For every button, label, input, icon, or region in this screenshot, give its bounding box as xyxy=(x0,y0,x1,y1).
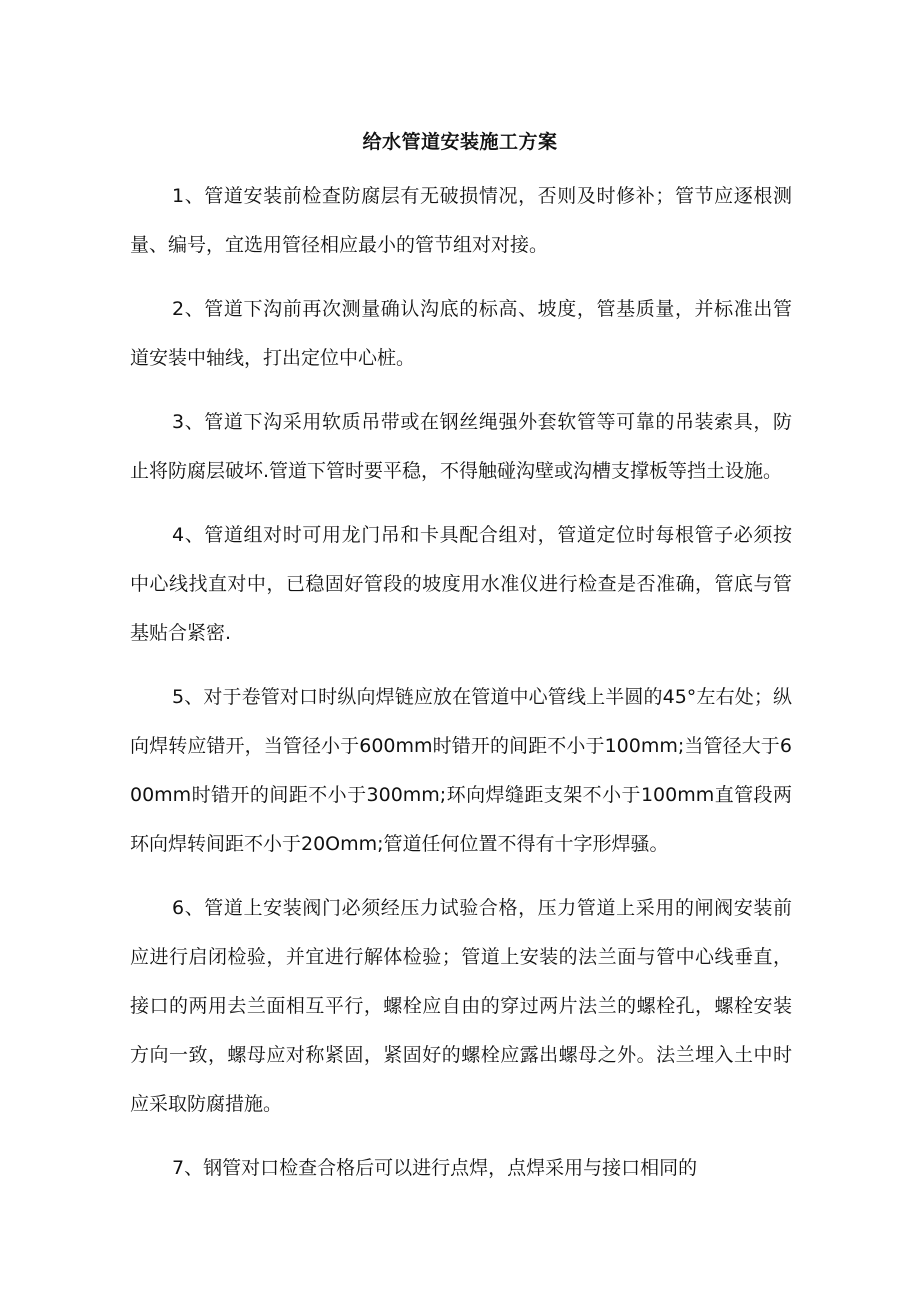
paragraph-5: 5、对于卷管对口时纵向焊链应放在管道中心管线上半圆的45°左右处；纵向焊转应错开，当管径小于600mm时错开的间距不小于100mm;当管径大于600mm时错开的间距不小于300mm;环向焊缝距支架不小于100mm直管段两环向焊转间距不小于20Omm;管道任何位置不得有十字形焊骚。 xyxy=(130,686,792,855)
paragraph-2: 2、管道下沟前再次测量确认沟底的标高、坡度，管基质量，并标准出管道安装中轴线，打出定位中心桩。 xyxy=(130,298,792,369)
paragraph-7: 7、钢管对口检查合格后可以进行点焊，点焊采用与接口相同的 xyxy=(172,1157,698,1179)
paragraph-6: 6、管道上安装阀门必须经压力试验合格，压力管道上采用的闸阀安装前应进行启闭检验，并宜进行解体检验；管道上安装的法兰面与管中心线垂直，接口的两用去兰面相互平行，螺栓应自由的穿过两片法兰的螺栓孔，螺栓安装方向一致，螺母应对称紧固，紧固好的螺栓应露出螺母之外。法兰埋入土中时应采取防腐措施。 xyxy=(130,897,792,1115)
document-body xyxy=(130,172,792,1208)
paragraph-4: 4、管道组对时可用龙门吊和卡具配合组对，管道定位时每根管子必须按中心线找直对中，已稳固好管段的坡度用水准仪进行检查是否准确，管底与管基贴合紧密. xyxy=(130,524,792,644)
paragraph-1: 1、管道安装前检查防腐层有无破损情况，否则及时修补；管节应逐根测量、编号，宜选用管径相应最小的管节组对对接。 xyxy=(130,185,792,256)
paragraph-3: 3、管道下沟采用软质吊带或在钢丝绳强外套软管等可靠的吊装索具，防止将防腐层破坏.管道下管时要平稳，不得触碰沟壁或沟槽支撑板等挡土设施。 xyxy=(130,411,792,482)
document-title: 给水管道安装施工方案 xyxy=(362,131,558,153)
